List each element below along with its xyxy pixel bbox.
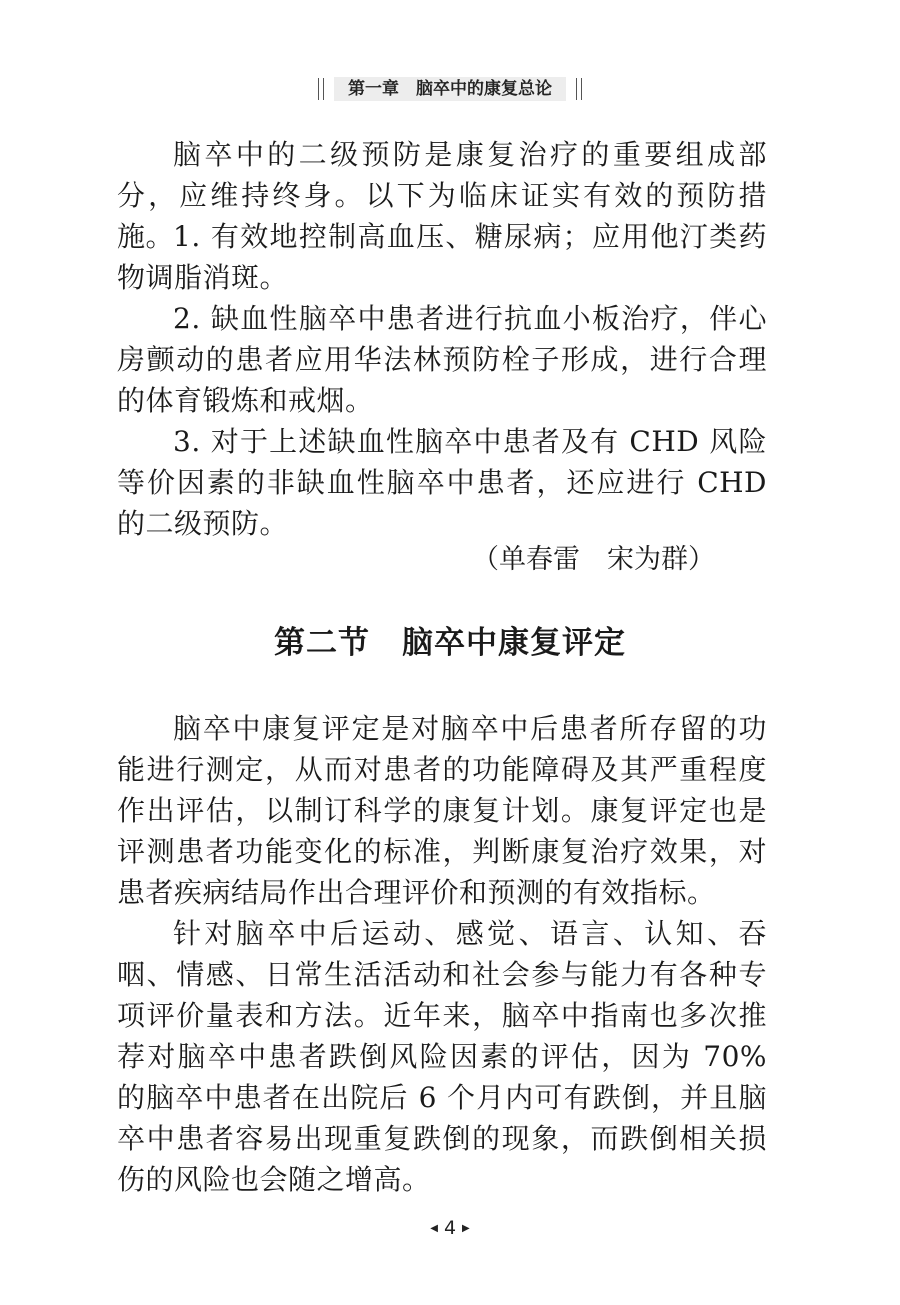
header-box (316, 76, 584, 102)
section-heading: 第二节 脑卒中康复评定 (274, 625, 626, 661)
paragraph-measure-2: 2. 缺血性脑卒中患者进行抗血小板治疗，伴心房颤动的患者应用华法林预防栓子形成，进行合理的体育锻炼和戒烟。 (117, 302, 767, 417)
paragraph-assessment-scales: 针对脑卒中后运动、感觉、语言、认知、吞咽、情感、日常生活活动和社会参与能力有各种专项评价量表和方法。近年来，脑卒中指南也多次推荐对脑卒中患者跌倒风险因素的评估，因为 70% 的脑卒中患者在出院后 6 个月内可有跌倒，并且脑卒中患者容易出现重复跌倒的现象，而跌倒相关损伤的风险也会随之增高。 (117, 917, 767, 1196)
author-credit: （单春雷 宋为群） (472, 544, 715, 575)
chapter-title: 第一章 脑卒中的康复总论 (334, 77, 566, 101)
left-triangle-icon: ◀ (430, 1223, 438, 1234)
paragraph-measure-3: 3. 对于上述缺血性脑卒中患者及有 CHD 风险等价因素的非缺血性脑卒中患者，还应进行 CHD 的二级预防。 (117, 425, 767, 540)
header-divider-left-2 (323, 78, 324, 100)
running-header (0, 75, 900, 103)
paragraph-intro: 脑卒中的二级预防是康复治疗的重要组成部分，应维持终身。以下为临床证实有效的预防措施。 (117, 138, 767, 253)
page-footer (0, 1217, 900, 1239)
paragraph-assessment-intro: 脑卒中康复评定是对脑卒中后患者所存留的功能进行测定，从而对患者的功能障碍及其严重程度作出评估，以制订科学的康复计划。康复评定也是评测患者功能变化的标准，判断康复治疗效果，对患者疾病结局作出合理评价和预测的有效指标。 (117, 712, 767, 909)
paragraph-measure-1: 1. 有效地控制高血压、糖尿病；应用他汀类药物调脂消斑。 (117, 220, 767, 294)
header-divider-right (576, 78, 577, 100)
header-divider-right-2 (581, 78, 582, 100)
right-triangle-icon: ▶ (462, 1223, 470, 1234)
header-divider-left (318, 78, 319, 100)
page-number: 4 (443, 1217, 457, 1239)
